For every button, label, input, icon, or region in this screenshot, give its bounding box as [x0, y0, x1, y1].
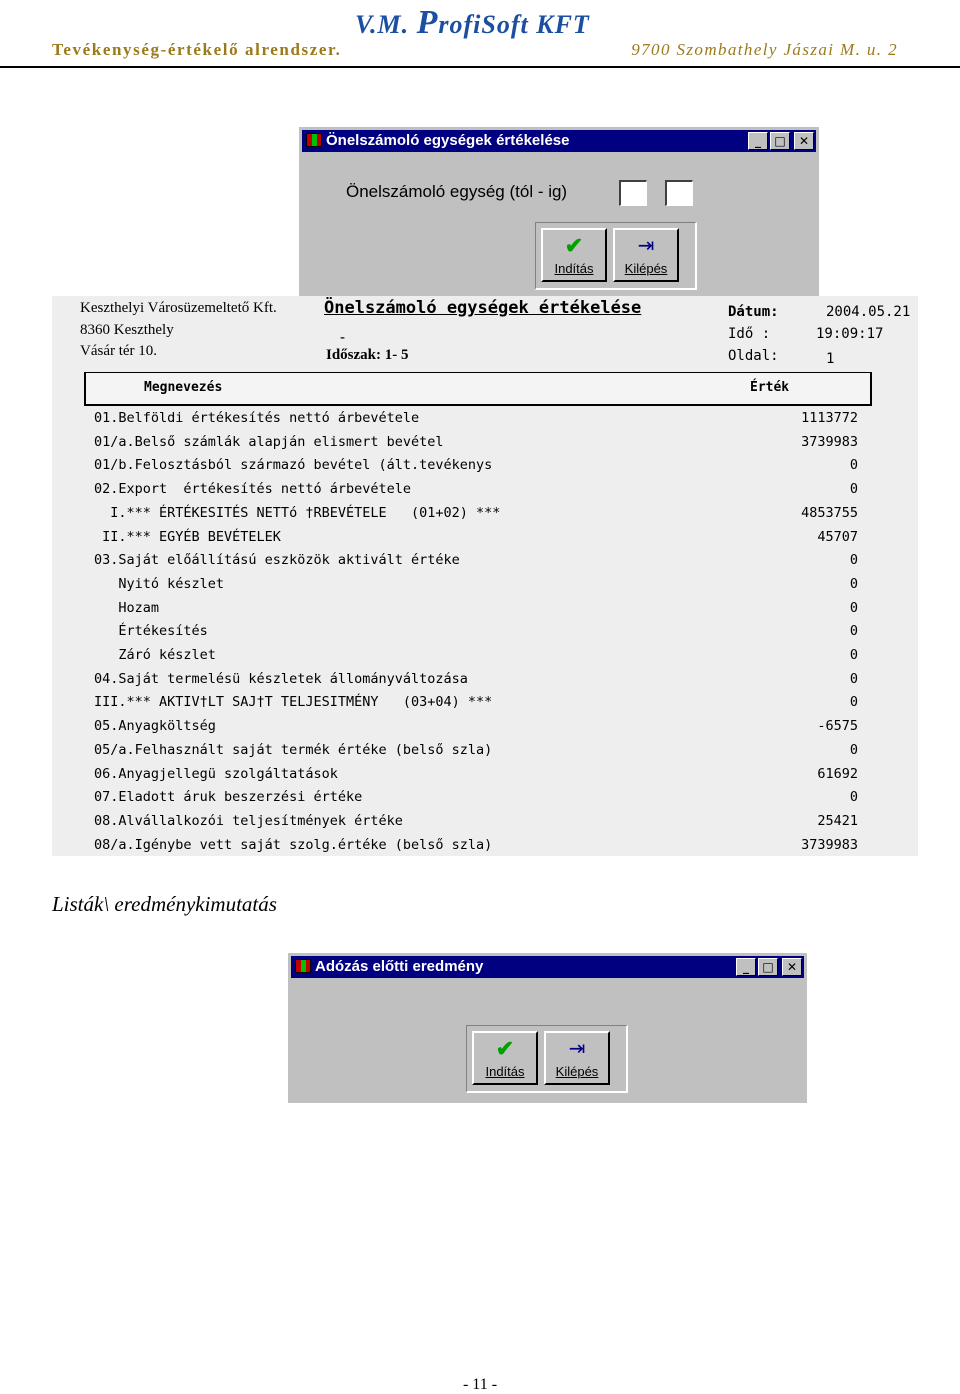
row-value: -6575 — [817, 718, 858, 735]
row-value: 4853755 — [801, 504, 858, 521]
header-divider — [0, 66, 960, 68]
row-value: 0 — [849, 789, 858, 806]
page-value: 1 — [826, 351, 835, 367]
row-value: 1113772 — [801, 410, 858, 426]
row-name: Értékesítés — [94, 623, 208, 640]
subsystem-title: Tevékenység-értékelő alrendszer. — [52, 40, 342, 59]
dialog-title-bar[interactable] — [302, 130, 816, 152]
report-row — [52, 692, 918, 714]
date-value: 2004.05.21 — [826, 304, 911, 320]
report-row — [52, 645, 918, 667]
minimize-button[interactable]: _ — [748, 132, 768, 150]
exit-door-icon: ⇥ — [637, 235, 655, 257]
checkmark-icon: ✔ — [564, 233, 584, 258]
dialog-title: Adózás előtti eredmény — [315, 958, 484, 975]
app-icon — [306, 133, 322, 147]
row-name: 08.Alvállalkozói teljesítmények értéke — [94, 812, 403, 829]
row-name: Hozam — [94, 599, 160, 616]
report-period: Időszak: 1- 5 — [326, 347, 409, 363]
row-name: 07.Eladott áruk beszerzési értéke — [94, 789, 363, 806]
column-header-name: Megnevezés — [144, 380, 223, 395]
row-name: 01/a.Belső számlák alapján elismert bevétel — [94, 433, 444, 450]
exit-door-icon: ⇥ — [568, 1038, 586, 1060]
column-header-box — [84, 372, 872, 406]
start-button[interactable]: ✔ Indítás — [472, 1031, 538, 1085]
row-name: 05/a.Felhasznált saját termék értéke (belső szla) — [94, 741, 493, 758]
row-value: 0 — [849, 481, 858, 498]
row-value: 0 — [849, 670, 858, 687]
maximize-button[interactable]: □ — [770, 132, 790, 150]
report-row — [52, 503, 918, 525]
exit-button[interactable]: ⇥ Kilépés — [613, 228, 679, 282]
row-value: 0 — [849, 694, 858, 711]
report-title: Önelszámoló egységek értékelése — [324, 298, 642, 318]
report-row — [52, 527, 918, 549]
report-row — [52, 787, 918, 809]
row-value: 0 — [849, 552, 858, 569]
company-name: V.M. ProfiSoft KFT — [355, 4, 590, 41]
row-value: 0 — [849, 623, 858, 640]
maximize-button[interactable]: □ — [758, 958, 778, 976]
row-value: 0 — [849, 575, 858, 592]
checkmark-icon: ✔ — [495, 1036, 515, 1061]
report-company-name: Keszthelyi Városüzemeltető Kft. — [80, 300, 277, 316]
row-name: 01/b.Felosztásból származó bevétel (ált.tevékenys — [94, 457, 493, 474]
report-company-city: 8360 Keszthely — [80, 322, 174, 338]
report-row — [52, 598, 918, 620]
row-name: 06.Anyagjellegü szolgáltatások — [94, 765, 338, 782]
report-dash: - — [338, 328, 348, 346]
time-value: 19:09:17 — [816, 326, 884, 342]
report-row — [52, 432, 918, 454]
row-value: 61692 — [817, 765, 858, 782]
row-name: 05.Anyagköltség — [94, 718, 216, 735]
report-row — [52, 550, 918, 572]
dialog-evaluation — [299, 127, 819, 297]
button-group — [466, 1025, 628, 1093]
row-name: Záró készlet — [94, 647, 216, 663]
report-company-street: Vásár tér 10. — [80, 343, 158, 359]
row-value: 0 — [849, 457, 858, 474]
page-label: Oldal: — [728, 348, 779, 364]
report-row — [52, 408, 918, 430]
company-address: 9700 Szombathely Jászai M. u. 2 — [631, 40, 898, 59]
close-button[interactable]: ✕ — [794, 132, 814, 150]
row-value: 3739983 — [801, 433, 858, 450]
row-name: Nyitó készlet — [94, 575, 225, 592]
date-label: Dátum: — [728, 304, 779, 320]
report-row — [52, 835, 918, 857]
dialog-pretax-result — [288, 953, 807, 1103]
unit-range-label: Önelszámoló egység (tól - ig) — [346, 182, 568, 201]
time-label: Idő : — [728, 326, 771, 342]
row-value: 0 — [849, 647, 858, 663]
report-row — [52, 479, 918, 501]
report-row — [52, 740, 918, 762]
row-value: 0 — [849, 741, 858, 758]
report-row — [52, 621, 918, 643]
minimize-button[interactable]: _ — [736, 958, 756, 976]
row-name: 02.Export értékesítés nettó árbevétele — [94, 481, 411, 498]
dialog-title: Önelszámoló egységek értékelése — [326, 132, 570, 149]
row-value: 45707 — [817, 528, 858, 545]
row-name: III.*** AKTIV†LT SAJ†T TELJESITMÉNY (03+04) *** — [94, 694, 493, 711]
report-row — [52, 455, 918, 477]
row-value: 3739983 — [801, 836, 858, 853]
app-icon — [295, 959, 311, 973]
report-row — [52, 574, 918, 596]
row-name: 01.Belföldi értékesítés nettó árbevétele — [94, 410, 420, 426]
exit-button[interactable]: ⇥ Kilépés — [544, 1031, 610, 1085]
report-row — [52, 764, 918, 786]
row-value: 25421 — [817, 812, 858, 829]
row-name: II.*** EGYÉB BEVÉTELEK — [94, 528, 281, 545]
close-button[interactable]: ✕ — [782, 958, 802, 976]
row-name: 04.Saját termelésü készletek állományváltozása — [94, 670, 468, 687]
row-name: 03.Saját előállítású eszközök aktivált értéke — [94, 552, 460, 569]
report-row — [52, 669, 918, 691]
unit-from-input[interactable] — [619, 180, 647, 206]
unit-to-input[interactable] — [665, 180, 693, 206]
report-printout — [52, 296, 918, 856]
report-row — [52, 811, 918, 833]
row-value: 0 — [849, 599, 858, 616]
column-header-value: Érték — [750, 380, 790, 395]
row-name: 08/a.Igénybe vett saját szolg.értéke (belső szla) — [94, 836, 493, 853]
dialog-title-bar[interactable] — [291, 956, 804, 978]
section-caption: Listák\ eredménykimutatás — [52, 892, 277, 916]
button-group — [535, 222, 697, 290]
report-row — [52, 716, 918, 738]
start-button[interactable]: ✔ Indítás — [541, 228, 607, 282]
row-name: I.*** ÉRTÉKESITÉS NETTó †RBEVÉTELE (01+02) *** — [94, 504, 501, 521]
page-number: - 11 - — [462, 1376, 498, 1393]
